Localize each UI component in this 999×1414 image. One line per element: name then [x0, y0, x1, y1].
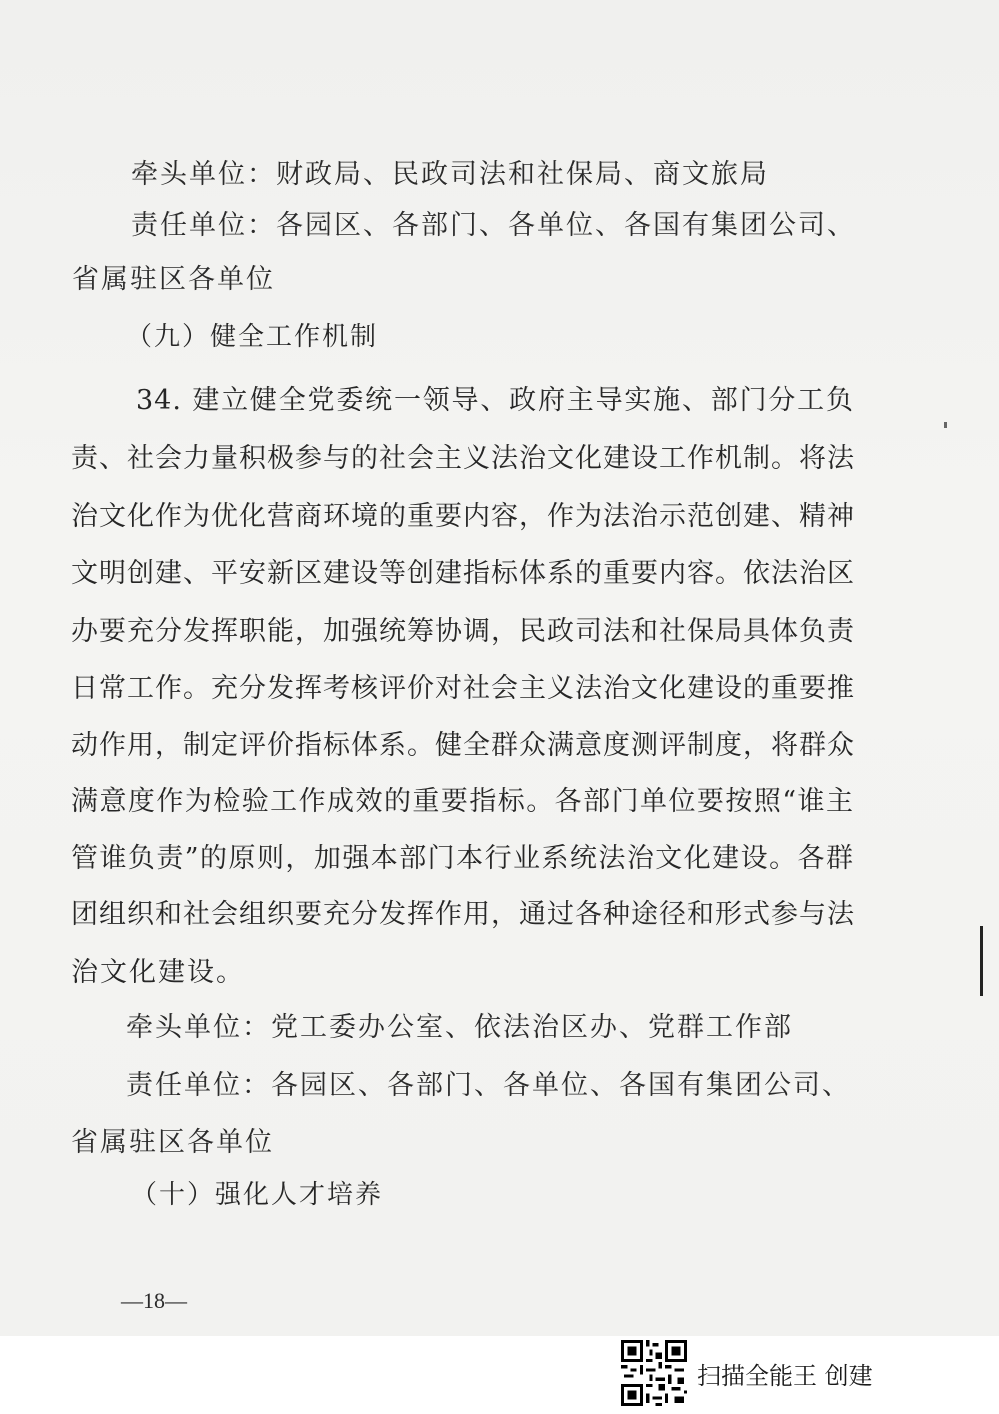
scan-edge-mark	[980, 926, 983, 996]
lead-unit-line-1: 牵头单位：财政局、民政司法和社保局、商文旅局	[131, 159, 769, 190]
responsible-unit-line-2b: 省属驻区各单位	[71, 1127, 274, 1158]
paragraph-line: 动作用，制定评价指标体系。健全群众满意度测评制度，将群众	[71, 730, 855, 761]
section-heading-10: （十）强化人才培养	[131, 1180, 384, 1210]
section-heading-9: （九）健全工作机制	[126, 322, 379, 352]
paragraph-line: 满意度作为检验工作成效的重要指标。各部门单位要按照“谁主	[71, 786, 854, 817]
paragraph-line: 日常工作。充分发挥考核评价对社会主义法治文化建设的重要推	[71, 673, 855, 704]
paragraph-line: 文明创建、平安新区建设等创建指标体系的重要内容。依法治区	[71, 558, 855, 589]
page-number: —18—	[121, 1288, 187, 1313]
paragraph-line: 管谁负责”的原则，加强本部门本行业系统法治文化建设。各群	[71, 843, 854, 874]
paragraph-line: 团组织和社会组织要充分发挥作用，通过各种途径和形式参与法	[71, 899, 855, 930]
paragraph-line: 34. 建立健全党委统一领导、政府主导实施、部门分工负	[136, 385, 854, 416]
scanner-brand-text: 扫描全能王 创建	[697, 1362, 873, 1390]
responsible-unit-line-1b: 省属驻区各单位	[72, 264, 275, 295]
qr-code-icon	[621, 1340, 687, 1406]
scan-speck	[944, 422, 947, 428]
responsible-unit-line-1a: 责任单位：各园区、各部门、各单位、各国有集团公司、	[131, 210, 856, 241]
paragraph-line: 治文化建设。	[71, 957, 245, 988]
paragraph-line: 责、社会力量积极参与的社会主义法治文化建设工作机制。将法	[71, 443, 855, 474]
paragraph-line: 办要充分发挥职能，加强统筹协调，民政司法和社保局具体负责	[71, 616, 855, 647]
responsible-unit-line-2a: 责任单位：各园区、各部门、各单位、各国有集团公司、	[126, 1070, 851, 1101]
lead-unit-line-2: 牵头单位：党工委办公室、依法治区办、党群工作部	[126, 1012, 793, 1043]
paragraph-line: 治文化作为优化营商环境的重要内容，作为法治示范创建、精神	[71, 501, 855, 532]
